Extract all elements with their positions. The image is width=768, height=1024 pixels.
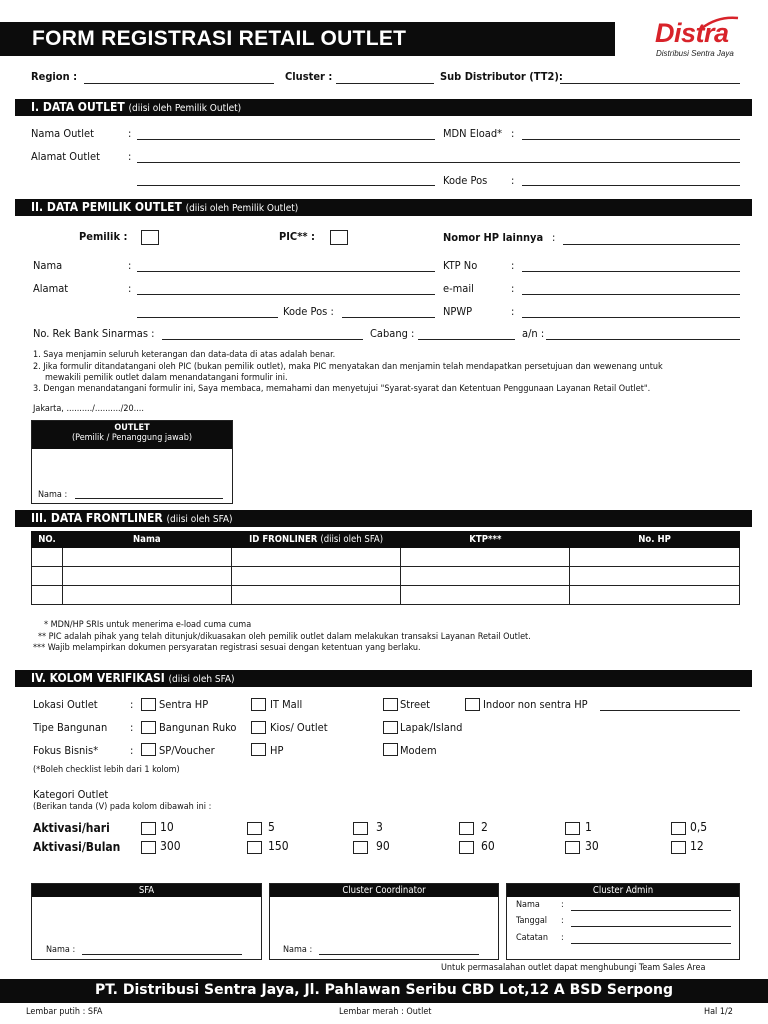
- bulan-150-checkbox[interactable]: [247, 841, 262, 854]
- colon: :: [130, 744, 134, 757]
- col-hp: No. HP: [570, 532, 740, 548]
- mdn-eload-field[interactable]: [522, 139, 740, 140]
- npwp-label: NPWP: [443, 305, 473, 318]
- aktivasi-bulan-label: Aktivasi/Bulan: [33, 840, 121, 854]
- colon: :: [511, 282, 515, 295]
- hari-value: 10: [160, 820, 174, 834]
- sfa-nama-field[interactable]: [82, 954, 242, 955]
- statement-3: 3. Dengan menandatangani formulir ini, Saya membaca, memahami dan menyetujui "Syarat-syarat dan Ketentuan Penggunaan Layanan Retail Outlet".: [33, 384, 651, 394]
- subdist-label: Sub Distributor (TT2):: [440, 70, 563, 83]
- bulan-90-checkbox[interactable]: [353, 841, 368, 854]
- aktivasi-hari-label: Aktivasi/hari: [33, 821, 110, 835]
- note-2: ** PIC adalah pihak yang telah ditunjuk/dikuasakan oleh pemilik outlet dalam melakukan transaksi Layanan Retail Outlet.: [38, 632, 531, 642]
- kategori-label: Kategori Outlet: [33, 788, 109, 801]
- pic-checkbox[interactable]: [330, 230, 348, 245]
- hari-value: 1: [585, 820, 592, 834]
- cluster-label: Cluster :: [285, 70, 333, 83]
- alamat-field[interactable]: [137, 294, 435, 295]
- kode-pos-field[interactable]: [342, 317, 435, 318]
- table-row[interactable]: [32, 548, 740, 567]
- alamat-outlet-field[interactable]: [137, 162, 740, 163]
- bulan-value: 60: [481, 839, 495, 853]
- ca-catatan-field[interactable]: [571, 943, 731, 944]
- section-subtitle: (diisi oleh Pemilik Outlet): [185, 203, 299, 214]
- bulan-value: 150: [268, 839, 289, 853]
- note-3: *** Wajib melampirkan dokumen persyaratan registrasi sesuai dengan ketentuan yang berlaku.: [33, 643, 421, 653]
- hari-3-checkbox[interactable]: [353, 822, 368, 835]
- it-mall-label: IT Mall: [270, 698, 303, 711]
- nomor-hp-field[interactable]: [563, 244, 740, 245]
- ktp-no-label: KTP No: [443, 259, 478, 272]
- colon: :: [511, 174, 515, 187]
- contact-note: Untuk permasalahan outlet dapat menghubungi Team Sales Area: [441, 963, 706, 973]
- sentra-hp-label: Sentra HP: [159, 698, 209, 711]
- street-checkbox[interactable]: [383, 698, 398, 711]
- distra-logo: Distra: [655, 18, 729, 48]
- bulan-value: 30: [585, 839, 599, 853]
- bangunan-ruko-checkbox[interactable]: [141, 721, 156, 734]
- ca-tanggal-field[interactable]: [571, 926, 731, 927]
- note-1: * MDN/HP SRIs untuk menerima e-load cuma cuma: [44, 620, 252, 630]
- sfa-nama-label: Nama :: [46, 945, 76, 955]
- statement-1: 1. Saya menjamin seluruh keterangan dan data-data di atas adalah benar.: [33, 350, 336, 360]
- alamat-field-2[interactable]: [137, 317, 278, 318]
- statement-2b: mewakili pemilik outlet dalam menandatangani formulir ini.: [45, 373, 288, 383]
- nama-label: Nama: [33, 259, 63, 272]
- table-row[interactable]: [32, 567, 740, 586]
- col-no: NO.: [32, 532, 63, 548]
- cluster-field[interactable]: [336, 83, 434, 84]
- bulan-30-checkbox[interactable]: [565, 841, 580, 854]
- section-data-frontliner: [15, 510, 752, 527]
- bulan-value: 12: [690, 839, 704, 853]
- hari-05-checkbox[interactable]: [671, 822, 686, 835]
- section-subtitle: (diisi oleh Pemilik Outlet): [128, 103, 242, 114]
- email-field[interactable]: [522, 294, 740, 295]
- sentra-hp-checkbox[interactable]: [141, 698, 156, 711]
- nama-sig-field[interactable]: [75, 498, 223, 499]
- rek-bank-field[interactable]: [162, 339, 363, 340]
- section-kolom-verifikasi: [15, 670, 752, 687]
- rek-bank-label: No. Rek Bank Sinarmas :: [33, 327, 155, 340]
- outlet-box-title: OUTLET: [114, 423, 150, 433]
- colon: :: [561, 900, 564, 910]
- section-data-outlet: [15, 99, 752, 116]
- tipe-bangunan-label: Tipe Bangunan: [33, 721, 108, 734]
- lembar-merah: Lembar merah : Outlet: [339, 1007, 432, 1017]
- pic-label: PIC** :: [279, 230, 315, 243]
- page-number: Hal 1/2: [704, 1007, 733, 1017]
- colon: :: [128, 259, 132, 272]
- an-label: a/n :: [522, 327, 545, 340]
- hari-value: 2: [481, 820, 488, 834]
- email-label: e-mail: [443, 282, 474, 295]
- nama-outlet-field[interactable]: [137, 139, 435, 140]
- kode-pos-label: Kode Pos: [443, 174, 488, 187]
- bulan-12-checkbox[interactable]: [671, 841, 686, 854]
- alamat-outlet-label: Alamat Outlet: [31, 150, 100, 163]
- company-address: PT. Distribusi Sentra Jaya, Jl. Pahlawan Seribu CBD Lot,12 A BSD Serpong: [0, 979, 768, 1003]
- indoor-label: Indoor non sentra HP: [483, 698, 588, 711]
- colon: :: [130, 721, 134, 734]
- colon: :: [552, 231, 556, 244]
- indoor-field[interactable]: [600, 710, 740, 711]
- cc-nama-label: Nama :: [283, 945, 313, 955]
- col-id-frontliner: [231, 532, 401, 548]
- hp-label: HP: [270, 744, 284, 757]
- colon: :: [561, 933, 564, 943]
- npwp-field[interactable]: [522, 317, 740, 318]
- table-header-row: [32, 532, 740, 548]
- colon: :: [128, 150, 132, 163]
- kios-outlet-checkbox[interactable]: [251, 721, 266, 734]
- subdist-field[interactable]: [560, 83, 740, 84]
- hari-1-checkbox[interactable]: [565, 822, 580, 835]
- section-title: I. DATA OUTLET: [31, 100, 125, 114]
- cabang-field[interactable]: [418, 339, 515, 340]
- col-nama: Nama: [62, 532, 231, 548]
- ca-nama-field[interactable]: [571, 910, 731, 911]
- ca-tanggal-label: Tanggal: [516, 916, 548, 926]
- colon: :: [128, 282, 132, 295]
- colon: :: [511, 259, 515, 272]
- modem-label: Modem: [400, 744, 437, 757]
- kode-pos-field[interactable]: [522, 185, 740, 186]
- colon: :: [128, 127, 132, 140]
- date-line: Jakarta, ........../........../20....: [33, 404, 144, 414]
- section-subtitle: (diisi oleh SFA): [166, 514, 233, 525]
- lokasi-outlet-label: Lokasi Outlet: [33, 698, 98, 711]
- nomor-hp-label: Nomor HP lainnya: [443, 231, 544, 244]
- col-id-sub: (diisi oleh SFA): [320, 534, 384, 545]
- kode-pos-label: Kode Pos :: [283, 305, 334, 318]
- kategori-note: (Berikan tanda (V) pada kolom dibawah ini :: [33, 802, 212, 812]
- lapak-checkbox[interactable]: [383, 721, 398, 734]
- sp-voucher-label: SP/Voucher: [159, 744, 215, 757]
- section-data-pemilik: [15, 199, 752, 216]
- logo-tagline: Distribusi Sentra Jaya: [656, 49, 734, 58]
- section-title: III. DATA FRONTLINER: [31, 511, 163, 525]
- ktp-no-field[interactable]: [522, 271, 740, 272]
- outlet-box-sub: (Pemilik / Penanggung jawab): [71, 433, 193, 443]
- statement-2: 2. Jika formulir ditandatangani oleh PIC (bukan pemilik outlet), maka PIC menyatakan dan menjamin telah mendapatkan persetujuan dan wewenang untuk: [33, 362, 663, 372]
- hari-value: 5: [268, 820, 275, 834]
- nama-outlet-label: Nama Outlet: [31, 127, 94, 140]
- hari-value: 3: [376, 820, 383, 834]
- hari-10-checkbox[interactable]: [141, 822, 156, 835]
- mdn-eload-label: MDN Eload*: [443, 127, 503, 140]
- nama-sig-label: Nama :: [38, 490, 68, 500]
- colon: :: [561, 916, 564, 926]
- hari-2-checkbox[interactable]: [459, 822, 474, 835]
- lembar-putih: Lembar putih : SFA: [26, 1007, 103, 1017]
- street-label: Street: [400, 698, 431, 711]
- fokus-bisnis-label: Fokus Bisnis*: [33, 744, 99, 757]
- kios-outlet-label: Kios/ Outlet: [270, 721, 328, 734]
- region-label: Region :: [31, 70, 78, 83]
- colon: :: [511, 127, 515, 140]
- nama-field[interactable]: [137, 271, 435, 272]
- hari-value: 0,5: [690, 820, 708, 834]
- sp-voucher-checkbox[interactable]: [141, 743, 156, 756]
- pemilik-label: Pemilik :: [79, 230, 128, 243]
- cc-nama-field[interactable]: [319, 954, 479, 955]
- colon: :: [130, 698, 134, 711]
- checklist-note: (*Boleh checklist lebih dari 1 kolom): [33, 765, 180, 775]
- frontliner-table: [31, 531, 740, 605]
- col-id-label: ID FRONLINER: [249, 534, 318, 545]
- region-field[interactable]: [84, 83, 274, 84]
- bulan-value: 300: [160, 839, 181, 853]
- logo-swoosh-icon: [700, 16, 740, 30]
- ca-box-title: Cluster Admin: [507, 884, 739, 897]
- bangunan-ruko-label: Bangunan Ruko: [159, 721, 237, 734]
- col-ktp: KTP***: [401, 532, 570, 548]
- ca-catatan-label: Catatan: [516, 933, 549, 943]
- bulan-60-checkbox[interactable]: [459, 841, 474, 854]
- section-title: II. DATA PEMILIK OUTLET: [31, 200, 182, 214]
- hari-5-checkbox[interactable]: [247, 822, 262, 835]
- table-row[interactable]: [32, 586, 740, 605]
- section-title: IV. KOLOM VERIFIKASI: [31, 671, 165, 685]
- alamat-outlet-field-2[interactable]: [137, 185, 435, 186]
- it-mall-checkbox[interactable]: [251, 698, 266, 711]
- lapak-label: Lapak/Island: [400, 721, 463, 734]
- pemilik-checkbox[interactable]: [141, 230, 159, 245]
- colon: :: [511, 305, 515, 318]
- ca-nama-label: Nama: [516, 900, 540, 910]
- hp-checkbox[interactable]: [251, 743, 266, 756]
- section-subtitle: (diisi oleh SFA): [168, 674, 235, 685]
- bulan-300-checkbox[interactable]: [141, 841, 156, 854]
- cabang-label: Cabang :: [370, 327, 415, 340]
- bulan-value: 90: [376, 839, 390, 853]
- modem-checkbox[interactable]: [383, 743, 398, 756]
- cc-box-title: Cluster Coordinator: [270, 884, 498, 897]
- alamat-label: Alamat: [33, 282, 69, 295]
- an-field[interactable]: [546, 339, 740, 340]
- sfa-box-title: SFA: [32, 884, 261, 897]
- form-title: FORM REGISTRASI RETAIL OUTLET: [0, 22, 615, 56]
- indoor-checkbox[interactable]: [465, 698, 480, 711]
